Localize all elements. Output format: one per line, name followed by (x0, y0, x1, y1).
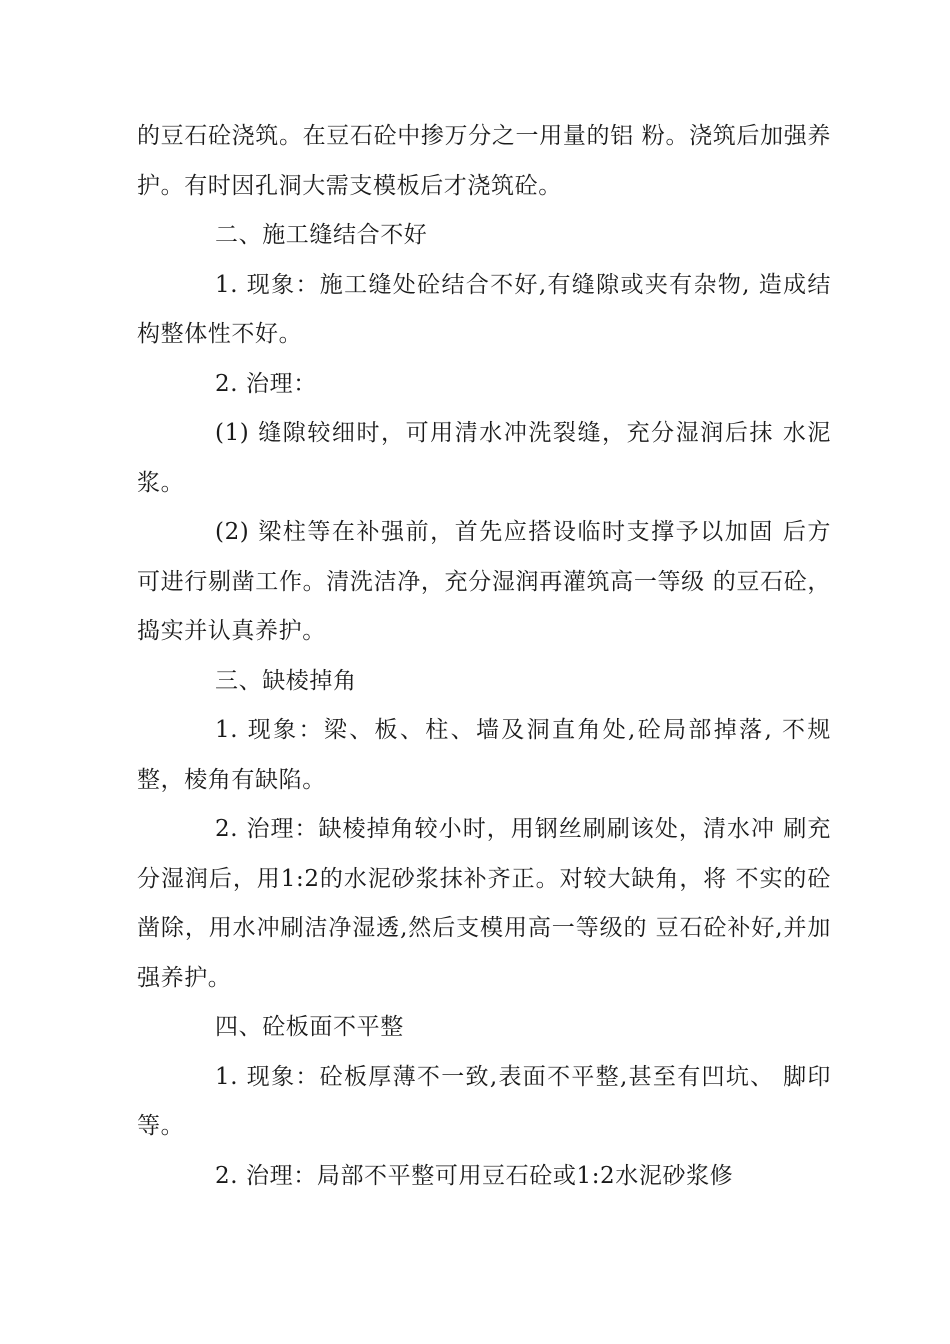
document-body (137, 112, 831, 1201)
paragraph-phenomenon: 1. 现象：施工缝处砼结合不好,有缝隙或夹有杂物, 造成结构整体性不好。 (137, 271, 831, 347)
paragraph-treatment-heading: 2. 治理： (215, 370, 317, 397)
section-heading-construction-joint: 二、施工缝结合不好 (215, 222, 428, 248)
paragraph-phenomenon: 1. 现象：梁、板、柱、墙及洞直角处,砼局部掉落, 不规整，棱角有缺陷。 (137, 717, 831, 793)
paragraph-continuation: 的豆石砼浇筑。在豆石砼中掺万分之一用量的铝 粉。浇筑后加强养护。有时因孔洞大需支模板后才浇筑砼。 (137, 123, 831, 199)
paragraph-treatment-item-2: (2) 梁柱等在补强前，首先应搭设临时支撑予以加固 后方可进行剔凿工作。清洗洁净，充分湿润再灌筑高一等级 的豆石砼，捣实并认真养护。 (137, 519, 831, 644)
section-heading-uneven-slab: 四、砼板面不平整 (215, 1014, 404, 1040)
paragraph-treatment: 2. 治理：缺棱掉角较小时，用钢丝刷刷该处，清水冲 刷充分湿润后，用1:2的水泥砂浆抹补齐正。对较大缺角，将 不实的砼凿除，用水冲刷洁净湿透,然后支模用高一等级的 豆石砼补好,并加强养护。 (137, 816, 831, 991)
paragraph-treatment-item-1: (1) 缝隙较细时，可用清水冲洗裂缝，充分湿润后抹 水泥浆。 (137, 420, 831, 496)
paragraph-treatment: 2. 治理：局部不平整可用豆石砼或1:2水泥砂浆修 (215, 1162, 734, 1189)
paragraph-phenomenon: 1. 现象：砼板厚薄不一致,表面不平整,甚至有凹坑、 脚印等。 (137, 1063, 831, 1139)
section-heading-missing-edges: 三、缺棱掉角 (215, 667, 357, 694)
